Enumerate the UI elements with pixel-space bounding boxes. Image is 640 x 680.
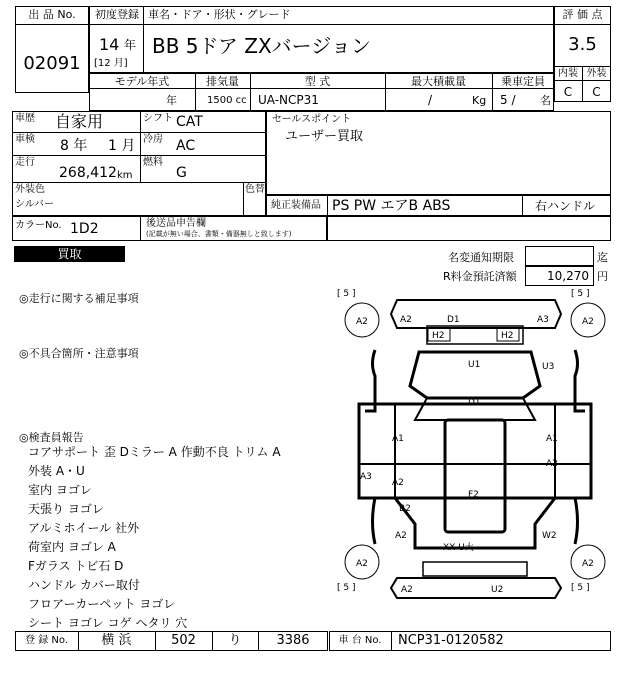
shift-label: シフト <box>143 113 173 124</box>
color-no-label: カラーNo. <box>15 220 62 231</box>
label-front-a3: A3 <box>537 315 549 325</box>
first-reg-label: 初度登録 <box>95 8 139 21</box>
first-reg-year: 14 <box>99 35 120 54</box>
color-label: 外装色 <box>15 184 45 195</box>
label-tire-fl: A2 <box>356 317 368 327</box>
transfer-label: 名変通知期限 <box>448 251 514 264</box>
inspection-label: 車検 <box>15 134 35 145</box>
label-rear-a2: A2 <box>401 585 413 595</box>
recycle-label: R料金預託済額 <box>443 270 517 283</box>
recycle-value: 10,270 <box>547 269 589 283</box>
car-label: 車名・ドア・形状・グレード <box>148 8 291 21</box>
tire-tag-rr: [ 5 ] <box>571 583 590 593</box>
shift-value: CAT <box>176 114 203 130</box>
mileage-unit: km <box>117 170 133 181</box>
chassis-number: NCP31-0120582 <box>398 633 504 648</box>
roof <box>445 420 505 532</box>
score-value: 3.5 <box>568 34 597 55</box>
max-load-label: 最大積載量 <box>411 75 466 88</box>
tire-tag-fl: [ 5 ] <box>337 289 356 299</box>
tail-panel <box>423 562 527 576</box>
inspector-line: アルミホイール 社外 <box>28 521 140 535</box>
model-year-label: モデル年式 <box>114 75 170 88</box>
score-label: 評 価 点 <box>562 8 603 21</box>
driving-notes-title: ◎走行に関する補足事項 <box>19 292 139 305</box>
capacity-label: 乗車定員 <box>501 75 545 88</box>
chassis-label: 車 台 No. <box>338 635 382 646</box>
reg-label: 登 録 No. <box>25 635 68 646</box>
fuel-value: G <box>176 165 187 181</box>
label-tire-fr: A2 <box>582 317 594 327</box>
capacity-value: 5 / <box>500 93 516 107</box>
docs-right-box <box>327 216 611 241</box>
exterior-label: 外装 <box>586 68 607 79</box>
mileage-label: 走行 <box>15 157 35 168</box>
max-load-value: / <box>428 93 433 107</box>
label-rear-u2: U2 <box>491 585 504 595</box>
inspector-line: Fガラス トビ石 D <box>28 559 124 573</box>
ac-value: AC <box>176 138 196 154</box>
handle-value: 右ハンドル <box>535 199 596 213</box>
exterior-grade: C <box>592 85 601 99</box>
right-front-fender <box>575 350 585 411</box>
docs-label: 後送品申告欄 <box>146 218 206 229</box>
rear-body <box>395 498 555 548</box>
displacement-label: 排気量 <box>206 75 239 88</box>
label-b2: B2 <box>399 504 411 514</box>
type-label: 型 式 <box>304 75 331 88</box>
color-no-value: 1D2 <box>70 221 99 237</box>
label-u3: U3 <box>542 362 555 372</box>
equip-value: PS PW エアB ABS <box>332 198 451 214</box>
transfer-unit: 迄 <box>597 251 608 264</box>
ac-label: 冷房 <box>143 134 163 145</box>
inspector-line: フロアーカーペット ヨゴレ <box>28 597 176 611</box>
label-a2-right: A2 <box>546 459 558 469</box>
inspector-line: 荷室内 ヨゴレ A <box>28 540 116 554</box>
inspector-line: 外装 A・U <box>28 464 85 478</box>
history-label: 車歴 <box>15 113 35 124</box>
car-damage-diagram <box>335 286 615 632</box>
label-a1-left: A1 <box>392 434 404 444</box>
capacity-unit: 名 <box>540 94 551 107</box>
hood <box>410 352 540 398</box>
docs-note: (記載が無い場合、書類・備器無しと致します) <box>146 230 292 238</box>
inspection-month: 1 月 <box>108 138 136 154</box>
car-name: BB 5ドア ZXバージョン <box>152 34 371 58</box>
label-u1: U1 <box>468 360 481 370</box>
sales-point: ユーザー買取 <box>285 129 364 144</box>
color-value: シルバー <box>15 199 55 210</box>
tire-tag-fr: [ 5 ] <box>571 289 590 299</box>
label-d1: D1 <box>468 398 481 408</box>
defects-title: ◎不具合箇所・注意事項 <box>19 347 139 360</box>
first-reg-year-unit: 年 <box>124 38 137 52</box>
rear-bumper <box>391 578 561 598</box>
fuel-label: 燃料 <box>143 157 163 168</box>
displacement-value: 1500 cc <box>207 95 247 106</box>
label-tire-rl: A2 <box>356 559 368 569</box>
type-value: UA-NCP31 <box>258 93 319 107</box>
equip-label: 純正装備品 <box>271 200 321 211</box>
label-a2-lower: A2 <box>395 531 407 541</box>
label-xx-u-large: XX U大 <box>443 543 474 553</box>
purchase-badge: 買取 <box>14 246 125 262</box>
label-w2: W2 <box>542 531 557 541</box>
left-front-fender <box>365 350 375 411</box>
label-h2-left: H2 <box>432 331 445 341</box>
label-front-a2: A2 <box>400 315 412 325</box>
reg-number: 3386 <box>276 633 310 648</box>
reg-kana: り <box>228 633 242 648</box>
reg-class: 502 <box>171 633 196 648</box>
sales-label: セールスポイント <box>272 114 352 125</box>
interior-grade: C <box>563 85 573 99</box>
label-front-d1: D1 <box>447 315 460 325</box>
tire-tag-rl: [ 5 ] <box>337 583 356 593</box>
mileage-value: 268,412 <box>59 165 117 181</box>
label-f2: F2 <box>468 490 479 500</box>
lot-label: 出 品 No. <box>28 8 76 21</box>
inspector-title: ◎検査員報告 <box>19 431 84 444</box>
inspector-line: ハンドル カバー取付 <box>28 578 140 592</box>
transfer-field <box>525 246 594 266</box>
first-reg-month: [12 月] <box>94 58 128 69</box>
inspector-line: 室内 ヨゴレ <box>28 483 92 497</box>
inspector-line: シート ヨゴレ コゲ ヘタリ 穴 <box>28 616 188 630</box>
color-change-label: 色替 <box>245 184 265 195</box>
max-load-unit: Kg <box>472 94 487 107</box>
lot-number: 02091 <box>23 53 81 74</box>
model-year-unit: 年 <box>166 94 177 107</box>
history-value: 自家用 <box>55 112 104 131</box>
label-a2-left: A2 <box>392 478 404 488</box>
label-tire-rr: A2 <box>582 559 594 569</box>
reg-area: 横 浜 <box>101 633 132 648</box>
label-h2-right: H2 <box>501 331 514 341</box>
label-a1-right: A1 <box>546 434 558 444</box>
front-bumper <box>391 300 561 328</box>
label-a3-left: A3 <box>360 472 372 482</box>
inspector-line: 天張り ヨゴレ <box>28 502 104 516</box>
recycle-unit: 円 <box>597 270 608 283</box>
interior-label: 内装 <box>558 68 578 79</box>
inspection-year: 8 年 <box>60 138 88 154</box>
inspector-line: コアサポート 歪 Dミラー A 作動不良 トリム A <box>28 445 281 459</box>
